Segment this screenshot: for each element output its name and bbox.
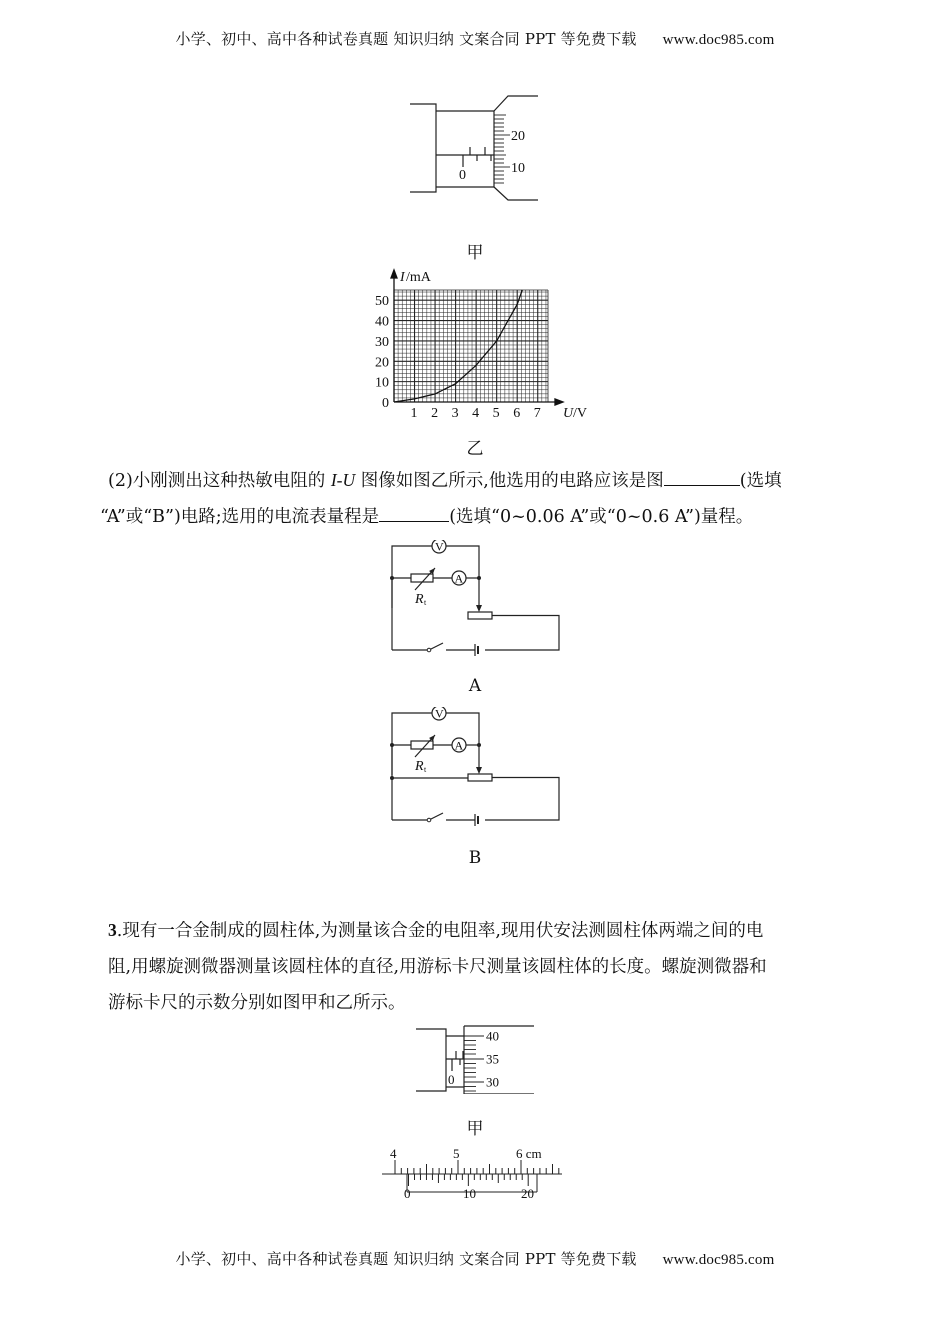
figure-label-b: B bbox=[468, 848, 482, 868]
wiper-arrow-icon bbox=[476, 767, 482, 774]
sleeve-zero-label: 0 bbox=[448, 1072, 455, 1087]
x-axis-var: U bbox=[563, 406, 574, 421]
resistor-subscript: t bbox=[424, 765, 427, 774]
junction-dot bbox=[477, 576, 481, 580]
header-text: 小学、初中、高中各种试卷真题 知识归纳 文案合同 PPT 等免费下载 bbox=[175, 30, 637, 48]
x-axis-unit: /V bbox=[573, 406, 587, 421]
y-tick-label: 30 bbox=[375, 334, 389, 350]
micrometer-figure-1 bbox=[400, 92, 550, 212]
thimble-label-10: 10 bbox=[511, 161, 525, 176]
x-tick-label: 4 bbox=[472, 406, 480, 421]
main-scale-label-4: 4 bbox=[390, 1146, 397, 1161]
ammeter-label: A bbox=[454, 738, 464, 753]
main-scale-label-6cm: 6 cm bbox=[516, 1146, 542, 1161]
x-tick-label: 6 bbox=[513, 406, 521, 421]
thimble-label-40: 40 bbox=[486, 1028, 499, 1044]
junction-dot bbox=[390, 776, 394, 780]
thimble-label-35: 35 bbox=[486, 1051, 499, 1067]
question-2-line-1: (2)小刚测出这种热敏电阻的 I-U 图像如图乙所示,他选用的电路应该是图 (选填 bbox=[108, 462, 843, 499]
vernier-label-10: 10 bbox=[463, 1186, 476, 1201]
y-tick-label: 50 bbox=[375, 294, 389, 310]
switch-pivot-icon bbox=[427, 818, 431, 822]
y-axis-var: I bbox=[400, 270, 405, 285]
figure-label-yi: 乙 bbox=[466, 439, 484, 459]
page-header bbox=[0, 28, 950, 49]
y-tick-label: 10 bbox=[375, 375, 389, 391]
junction-dot bbox=[390, 576, 394, 580]
vernier-caliper bbox=[380, 1142, 570, 1204]
x-tick-label: 5 bbox=[492, 406, 500, 421]
voltmeter-label: V bbox=[435, 540, 444, 554]
thimble-label-20: 20 bbox=[511, 129, 525, 144]
resistor-subscript: t bbox=[424, 598, 427, 607]
x-tick-label: 7 bbox=[533, 406, 541, 421]
y-tick-label: 0 bbox=[382, 396, 389, 411]
answer-blank-circuit[interactable] bbox=[664, 467, 740, 486]
question-2-line-2: “A”或“B”)电路;选用的电流表量程是 (选填“0~0.06 A”或“0~0.6 A”)量程。 bbox=[100, 499, 843, 535]
ammeter-label: A bbox=[454, 571, 464, 586]
iu-italic: I-U bbox=[330, 470, 356, 490]
footer-site-link[interactable]: www.doc985.com bbox=[662, 1252, 775, 1268]
header-site-link[interactable]: www.doc985.com bbox=[662, 32, 775, 48]
vernier-label-20: 20 bbox=[521, 1186, 534, 1201]
page-footer bbox=[0, 1248, 950, 1269]
resistor-label: R bbox=[415, 592, 424, 607]
x-tick-label: 2 bbox=[431, 406, 439, 421]
switch-pivot-icon bbox=[427, 648, 431, 652]
answer-blank-range[interactable] bbox=[379, 503, 449, 522]
figure-label-jia-1: 甲 bbox=[466, 243, 484, 263]
figure-label-a: A bbox=[468, 676, 482, 696]
circuit-diagram-b bbox=[385, 707, 570, 832]
question-number: 3 bbox=[108, 920, 117, 940]
vernier-label-0: 0 bbox=[404, 1186, 411, 1201]
junction-dot bbox=[477, 743, 481, 747]
x-tick-label: 3 bbox=[451, 406, 459, 421]
question-2 bbox=[100, 462, 843, 535]
question-3-line-2: 阻,用螺旋测微器测量该圆柱体的直径,用游标卡尺测量该圆柱体的长度。螺旋测微器和 bbox=[108, 957, 767, 977]
iu-curve bbox=[394, 290, 522, 402]
main-scale-label-5: 5 bbox=[453, 1146, 460, 1161]
thimble-label-30: 30 bbox=[486, 1074, 499, 1090]
graph-grid bbox=[394, 290, 548, 402]
figure-label-jia-2: 甲 bbox=[466, 1119, 484, 1139]
circuit-diagram-a bbox=[385, 540, 570, 665]
question-3-line-3: 游标卡尺的示数分别如图甲和乙所示。 bbox=[108, 993, 406, 1013]
micrometer-figure-2 bbox=[410, 1022, 550, 1094]
question-3-line-1: 3.现有一合金制成的圆柱体,为测量该合金的电阻率,现用伏安法测圆柱体两端之间的电 bbox=[108, 920, 764, 941]
junction-dot bbox=[390, 743, 394, 747]
iu-graph bbox=[360, 266, 590, 426]
footer-text: 小学、初中、高中各种试卷真题 知识归纳 文案合同 PPT 等免费下载 bbox=[175, 1250, 637, 1268]
x-tick-label: 1 bbox=[410, 406, 418, 421]
y-tick-label: 20 bbox=[375, 355, 389, 371]
sleeve-zero-label: 0 bbox=[459, 168, 466, 183]
y-tick-label: 40 bbox=[375, 314, 389, 330]
question-3 bbox=[108, 912, 848, 1021]
resistor-label: R bbox=[415, 759, 424, 774]
voltmeter-label: V bbox=[435, 707, 444, 721]
wiper-arrow-icon bbox=[476, 605, 482, 612]
y-axis-unit: /mA bbox=[406, 270, 431, 285]
